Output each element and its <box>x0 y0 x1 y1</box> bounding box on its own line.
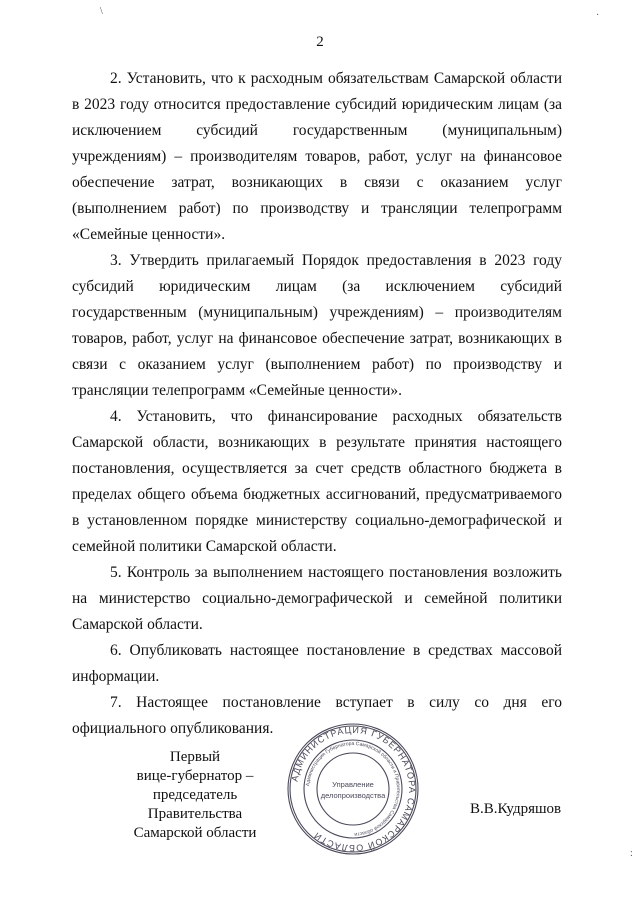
stamp-center-line1: Управление <box>332 780 374 789</box>
signatory-position <box>110 748 280 843</box>
scan-speck: · <box>596 10 600 21</box>
paragraph-3: 3. Утвердить прилагаемый Порядок предоставления в 2023 году субсидий юридическим лицам (за исключением субсидий государственным (муниципальным) учреждениям) – производителям товаров, работ, услуг на финансовое обеспечение затрат, возникающих в связи с оказанием услуг (выполнением работ) по производству и трансляции телепрограмм «Семейные ценности». <box>72 252 562 399</box>
signatory-name: В.В.Кудряшов <box>470 801 562 817</box>
stamp-outer-text: АДМИНИСТРАЦИЯ ГУБЕРНАТОРА САМАРСКОЙ ОБЛАСТИ <box>289 724 418 854</box>
scan-speck: : <box>630 848 633 859</box>
official-stamp <box>286 722 420 856</box>
position-line: Первый <box>169 749 221 765</box>
stamp-center-line2: делопроизводства <box>320 791 386 800</box>
paragraph-4: 4. Установить, что финансирование расходных обязательств Самарской области, возникающих в результате принятия настоящего постановления, осуществляется за счет средств областного бюджета в пределах общего объема бюджетных ассигнований, предусматриваемого в установленном порядке министерству социально-демографической и семейной политики Самарской области. <box>72 408 562 555</box>
position-line: вице-губернатор – <box>136 768 254 784</box>
paragraph-5: 5. Контроль за выполнением настоящего постановления возложить на министерство социально-демографической и семейной политики Самарской области. <box>72 564 562 633</box>
page-number: 2 <box>316 34 324 50</box>
stamp-inner-text: Администрация Губернатора Самарской области и Правительства Самарской области <box>305 740 402 837</box>
document-body <box>72 66 562 742</box>
position-line: Самарской области <box>133 825 257 841</box>
scan-speck: \ <box>100 6 103 17</box>
paragraph-6: 6. Опубликовать настоящее постановление в средствах массовой информации. <box>72 642 562 685</box>
position-line: председатель Правительства <box>147 787 243 822</box>
paragraph-7: 7. Настоящее постановление вступает в силу со дня его официального опубликования. <box>72 694 562 737</box>
paragraph-2: 2. Установить, что к расходным обязательствам Самарской области в 2023 году относится предоставление субсидий юридическим лицам (за исключением субсидий государственным (муниципальным) учреждениям) – производителям товаров, работ, услуг на финансовое обеспечение затрат, возникающих в связи с оказанием услуг (выполнением работ) по производству и трансляции телепрограмм «Семейные ценности». <box>72 70 562 243</box>
